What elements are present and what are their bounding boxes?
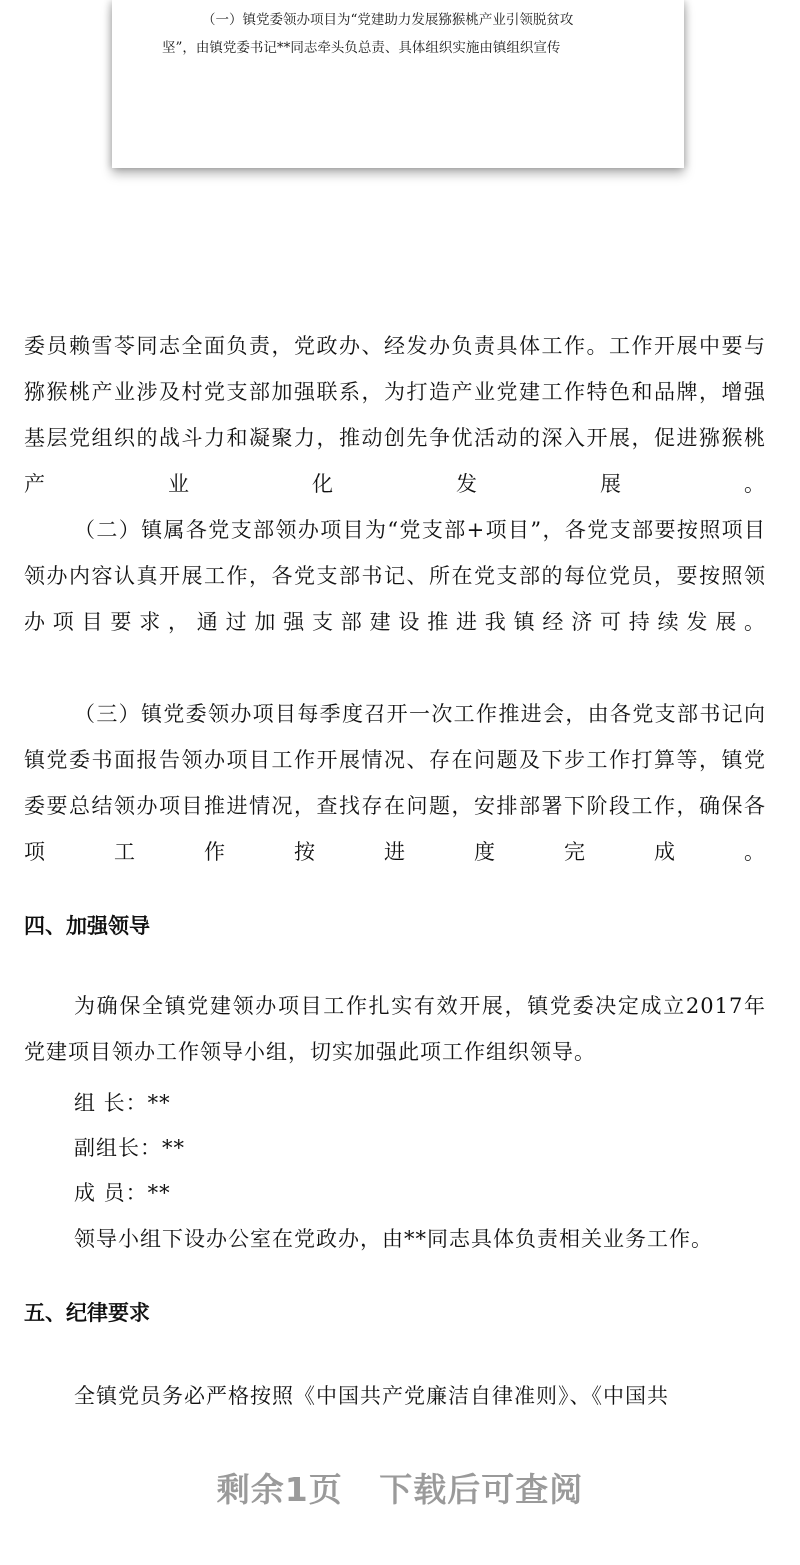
body-paragraph-1: 委员赖雪苓同志全面负责，党政办、经发办负责具体工作。工作开展中要与猕猴桃产业涉及村党支部加强联系，为打造产业党建工作特色和品牌，增强基层党组织的战斗力和凝聚力，推动创先争优活动的深入开展，促进猕猴桃产业化发展。: [24, 334, 766, 496]
members-line: 成 员：**: [74, 1181, 171, 1205]
download-prompt-banner[interactable]: 剩余1页 下载后可查阅: [216, 1470, 584, 1509]
body-paragraph-3: （三）镇党委领办项目每季度召开一次工作推进会，由各党支部书记向镇党委书面报告领办项目工作开展情况、存在问题及下步工作打算等，镇党委要总结领办项目推进情况，查找存在问题，安排部署下阶段工作，确保各项工作按进度完成。: [24, 702, 766, 864]
preview-line-1: （一）镇党委领办项目为“党建助力发展猕猴桃产业引领脱贫攻: [202, 12, 574, 28]
document-preview-card: [112, 0, 684, 168]
section-discipline-paragraph: 全镇党员务必严格按照《中国共产党廉洁自律准则》、《中国共: [74, 1384, 669, 1408]
section-leadership-paragraph: 为确保全镇党建领办项目工作扎实有效开展，镇党委决定成立2017年党建项目领办工作领导小组，切实加强此项工作组织领导。: [24, 994, 766, 1064]
leader-line: 组 长：**: [74, 1091, 171, 1115]
preview-line-2: 坚”，由镇党委书记**同志牵头负总责、具体组织实施由镇组织宣传: [162, 40, 561, 56]
body-paragraph-2: （二）镇属各党支部领办项目为“党支部+项目”，各党支部要按照项目领办内容认真开展工作，各党支部书记、所在党支部的每位党员，要按照领办项目要求，通过加强支部建设推进我镇经济可持续发展。: [24, 518, 766, 634]
deputy-leader-line: 副组长：**: [74, 1136, 185, 1160]
section-heading-discipline: 五、纪律要求: [24, 1301, 150, 1325]
office-line: 领导小组下设办公室在党政办，由**同志具体负责相关业务工作。: [74, 1227, 713, 1251]
section-heading-leadership: 四、加强领导: [24, 914, 150, 938]
